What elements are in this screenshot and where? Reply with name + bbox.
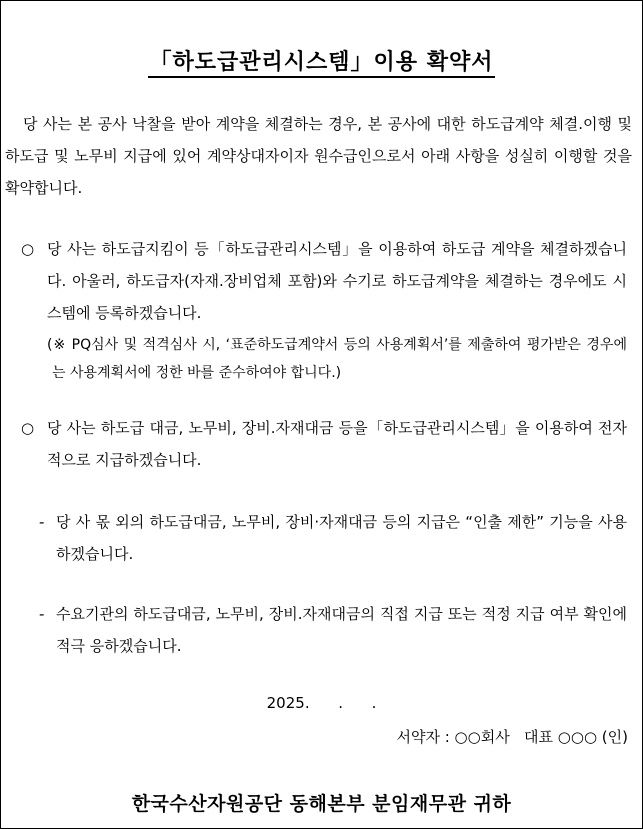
circle-bullet-icon: ○ bbox=[21, 419, 35, 437]
document-title-text: 「하도급관리시스템」이용 확약서 bbox=[148, 50, 496, 78]
pledge-item-2-text: 당 사는 하도급 대금, 노무비, 장비.자재대금 등을「하도급관리시스템」을 이용하여 전자적으로 지급하겠습니다. bbox=[47, 419, 627, 469]
pledge-item-1 bbox=[21, 233, 627, 387]
addressee-line: 한국수산자원공단 동해본부 분임재무관 귀하 bbox=[131, 793, 512, 815]
dash-bullet-icon: - bbox=[39, 513, 45, 531]
intro-paragraph: 당 사는 본 공사 낙찰을 받아 계약을 체결하는 경우, 본 공사에 대한 하도급계약 체결.이행 및 하도급 및 노무비 지급에 있어 계약상대자이자 원수급인으로서 아래 사항을 성실히 이행할 것을 확약합니다. bbox=[5, 115, 633, 197]
date-text: 2025. . . bbox=[266, 694, 377, 712]
signer-line: 서약자 : ○○회사 대표 ○○○ (인) bbox=[396, 728, 628, 746]
pledge-item-2 bbox=[21, 412, 627, 476]
date-line bbox=[1, 694, 642, 712]
sub-item-1-text: 당 사 몫 외의 하도급대금, 노무비, 장비·자재대금 등의 지급은 “인출 제한” 기능을 사용하겠습니다. bbox=[56, 513, 627, 563]
sub-item-2 bbox=[39, 598, 627, 662]
dash-bullet-icon: - bbox=[39, 605, 45, 623]
pledge-item-1-text: 당 사는 하도급지킴이 등「하도급관리시스템」을 이용하여 하도급 계약을 체결하겠습니다. 아울러, 하도급자(자재.장비업체 포함)와 수기로 하도급계약을 체결하는 경우에도 시스템에 등록하겠습니다. bbox=[47, 240, 627, 322]
document-title bbox=[1, 45, 642, 76]
sub-item-2-text: 수요기관의 하도급대금, 노무비, 장비.자재대금의 직접 지급 또는 적정 지급 여부 확인에 적극 응하겠습니다. bbox=[56, 605, 627, 655]
pledge-item-1-note: (※ PQ심사 및 적격심사 시, ‘표준하도급계약서 등의 사용계획서’를 제출하여 평가받은 경우에는 사용계획서에 정한 바를 준수하여야 합니다.) bbox=[47, 337, 627, 381]
circle-bullet-icon: ○ bbox=[21, 240, 35, 258]
sub-item-1 bbox=[39, 506, 627, 570]
